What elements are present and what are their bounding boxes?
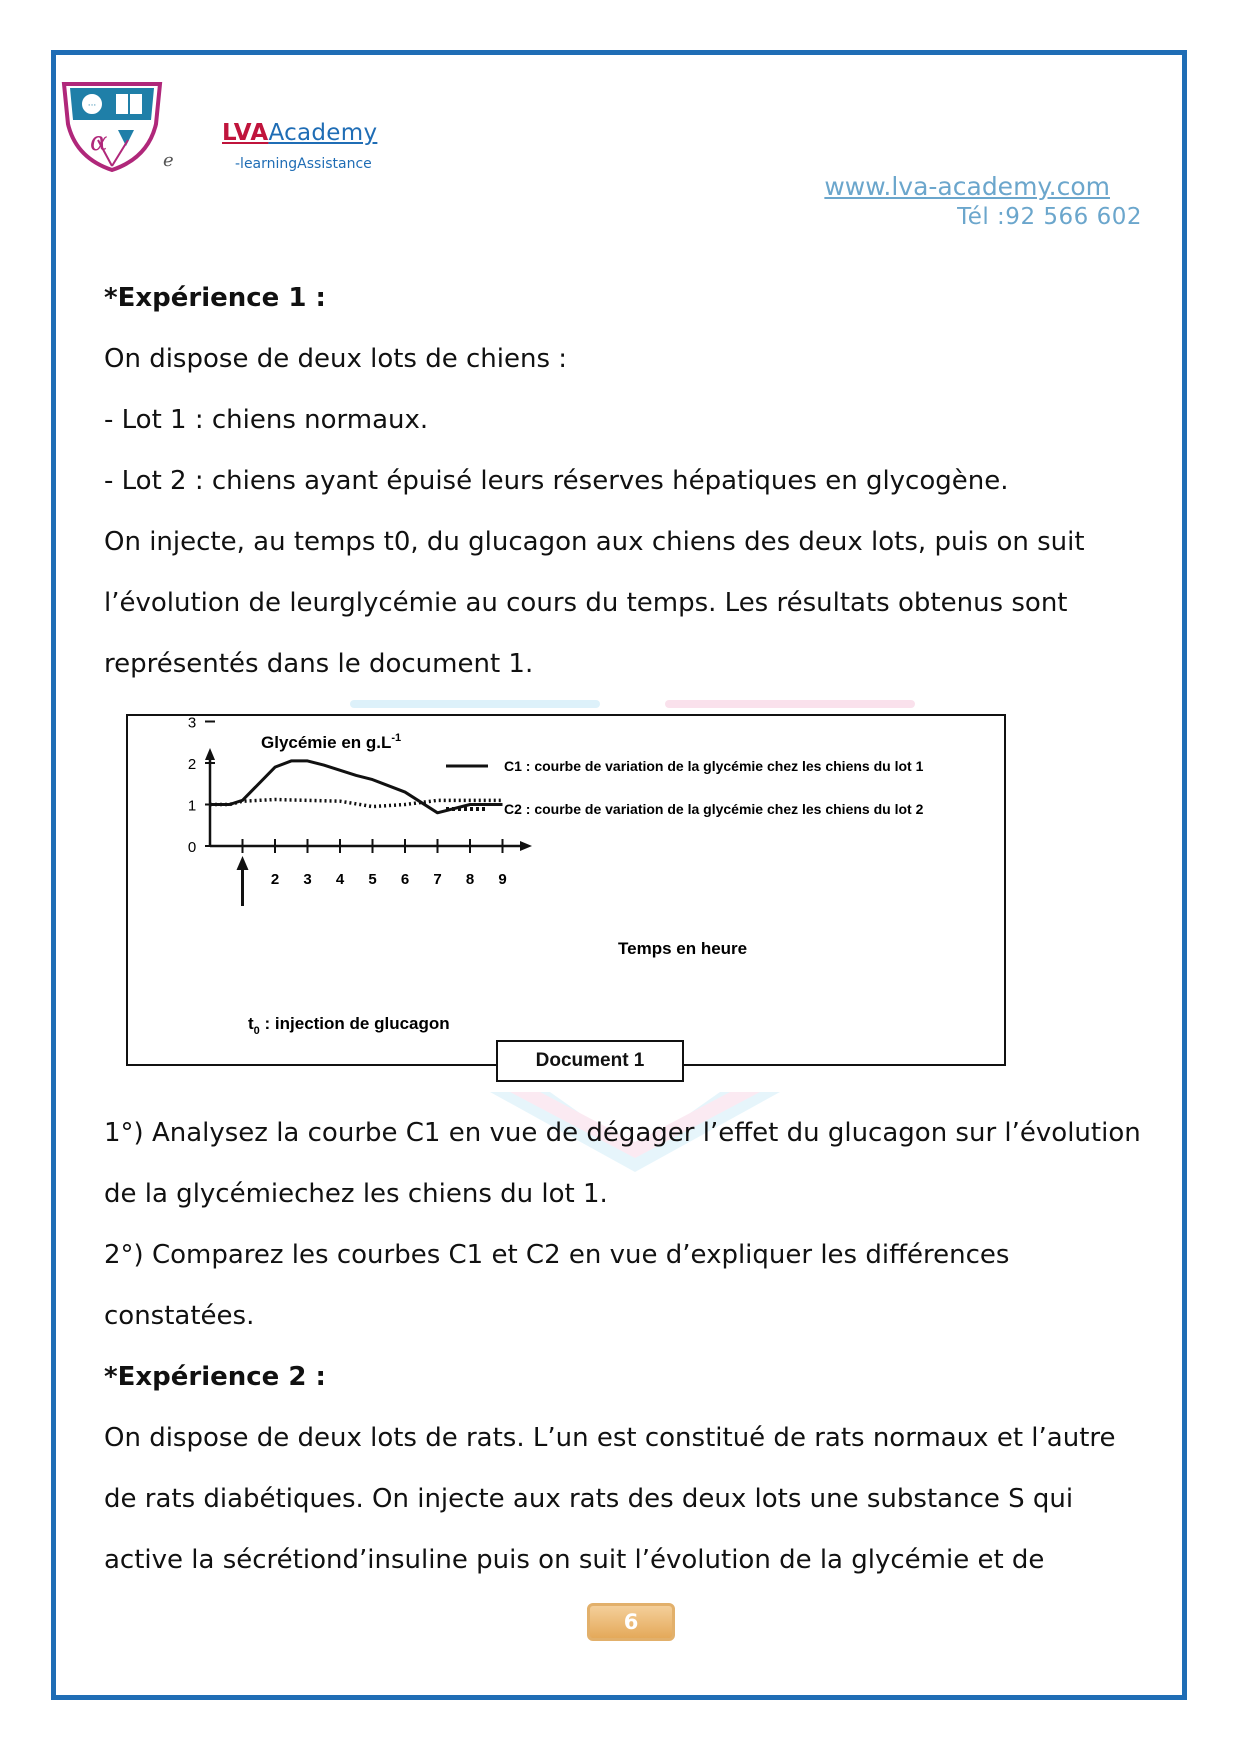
text-line: On dispose de deux lots de chiens : xyxy=(104,344,568,374)
y-axis-label: Glycémie en $g.L^{-1}$ xyxy=(261,732,402,752)
brand-lva: LVA xyxy=(222,120,269,146)
watermark-stroke xyxy=(665,700,915,708)
text-line: On injecte, au temps t0, du glucagon aux chiens des deux lots, puis on suit xyxy=(104,527,1085,557)
curve-c2 xyxy=(210,800,503,807)
x-tick-label: 8 xyxy=(465,871,475,888)
y-tick-label: 1 xyxy=(187,797,197,815)
text-line: de rats diabétiques. On injecte aux rats des deux lots une substance S qui xyxy=(104,1484,1074,1514)
question-1-line: de la glycémiechez les chiens du lot 1. xyxy=(104,1179,608,1209)
chart-series xyxy=(210,761,503,813)
x-axis-arrow xyxy=(520,841,532,851)
legend-c1-label: C1 : courbe de variation de la glycémie chez les chiens du lot 1 xyxy=(504,758,924,774)
text-line: - Lot 2 : chiens ayant épuisé leurs réserves hépatiques en glycogène. xyxy=(104,466,1009,496)
document-1-label: Document 1 xyxy=(496,1040,684,1082)
curve-c1 xyxy=(210,761,503,813)
y-axis-arrow xyxy=(205,748,215,760)
experience-2-title: *Expérience 2 : xyxy=(104,1362,326,1392)
brand-academy: Academy xyxy=(268,120,378,146)
svg-text:···: ··· xyxy=(87,101,97,111)
brand-tagline: -learningAssistance xyxy=(235,156,372,172)
question-1-line: 1°) Analysez la courbe C1 en vue de dégager l’effet du glucagon sur l’évolution xyxy=(104,1118,1141,1148)
text-line: l’évolution de leurglycémie au cours du temps. Les résultats obtenus sont xyxy=(104,588,1068,618)
x-tick-label: 3 xyxy=(303,871,312,888)
logo-e-letter: e xyxy=(163,150,174,171)
x-tick-label: 5 xyxy=(368,871,377,888)
y-tick-label: 3 xyxy=(187,714,197,732)
page-number-badge: 6 xyxy=(587,1603,675,1641)
text-line: On dispose de deux lots de rats. L’un est constitué de rats normaux et l’autre xyxy=(104,1423,1116,1453)
academy-shield-logo xyxy=(58,80,166,172)
y-tick-label: 2 xyxy=(187,756,197,773)
x-tick-label: 6 xyxy=(400,871,410,888)
brand-name xyxy=(222,120,377,146)
text-line: - Lot 1 : chiens normaux. xyxy=(104,405,429,435)
legend-c2-label: C2 : courbe de variation de la glycémie chez les chiens du lot 2 xyxy=(504,801,924,817)
x-tick-label: 4 xyxy=(335,871,345,888)
watermark-stroke xyxy=(350,700,600,708)
phone-number: Tél :92 566 602 xyxy=(957,204,1142,230)
x-axis-label: Temps en heure xyxy=(618,939,748,958)
question-2-line: 2°) Comparez les courbes C1 et C2 en vue d’expliquer les différences xyxy=(104,1240,1010,1270)
x-tick-label: 9 xyxy=(498,871,507,888)
glycemia-chart xyxy=(126,714,1006,1066)
y-tick-label: 0 xyxy=(187,839,197,856)
website-link[interactable]: www.lva-academy.com xyxy=(824,172,1110,201)
injection-arrow-head xyxy=(237,856,249,870)
svg-text:α: α xyxy=(90,127,108,157)
experience-1-title: *Expérience 1 : xyxy=(104,283,326,313)
x-tick-label: 7 xyxy=(433,871,442,888)
legend xyxy=(446,758,924,817)
question-2-line: constatées. xyxy=(104,1301,255,1331)
text-line: active la sécrétiond’insuline puis on suit l’évolution de la glycémie et de xyxy=(104,1545,1045,1575)
x-tick-label: 2 xyxy=(270,871,280,888)
injection-annotation: $t_0$ : injection de glucagon xyxy=(248,1014,450,1037)
text-line: représentés dans le document 1. xyxy=(104,649,534,679)
